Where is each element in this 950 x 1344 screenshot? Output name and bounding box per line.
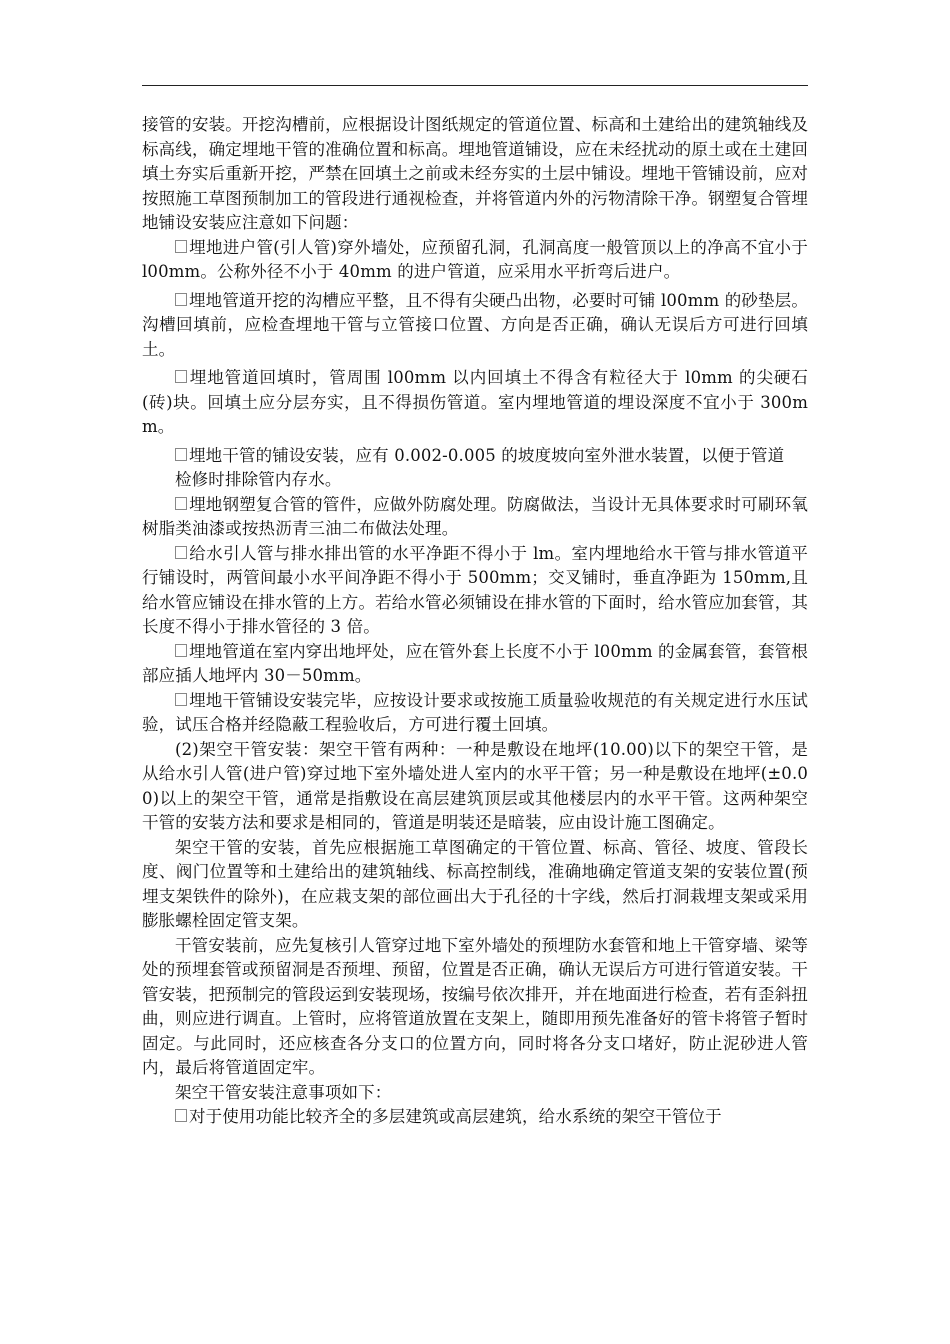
document-body: [142, 113, 808, 1130]
paragraph-overhead-mains: (2)架空干管安装：架空干管有两种：一种是敷设在地坪(10.00)以下的架空干管，是从给水引人管(进户管)穿过地下室外墙处进人室内的水平干管；另一种是敷设在地坪(±0.00)以上的架空干管，通常是指敷设在高层建筑顶层或其他楼层内的水平干管。这两种架空干管的安装方法和要求是相同的，管道是明装还是暗装，应由设计施工图确定。: [142, 739, 808, 832]
checkbox-bullet-icon: [175, 693, 187, 706]
bullet-item-1: 埋地进户管(引人管)穿外墙处，应预留孔洞，孔洞高度一般管顶以上的净高不宜小于 l00mm。公称外径不小于 40mm 的进户管道，应采用水平折弯后进户。: [142, 237, 808, 281]
checkbox-bullet-icon: [175, 1109, 187, 1122]
bullet-item-3: 埋地管道回填时，管周围 l00mm 以内回填土不得含有粒径大于 l0mm 的尖硬石(砖)块。回填土应分层夯实，且不得损伤管道。室内埋地管道的埋设深度不宜小于 300mm。: [142, 368, 808, 436]
bullet-item-5: 埋地钢塑复合管的管件，应做外防腐处理。防腐做法，当设计无具体要求时可刷环氧树脂类油漆或按热沥青三油二布做法处理。: [142, 494, 808, 538]
continuation-line: 检修时排除管内存水。: [175, 470, 342, 489]
paragraph-1: 接管的安装。开挖沟槽前，应根据设计图纸规定的管道位置、标高和土建给出的建筑轴线及标高线，确定埋地干管的准确位置和标高。埋地管道铺设，应在未经扰动的原土或在土建回填土夯实后重新开挖，严禁在回填土之前或未经夯实的土层中铺设。埋地干管铺设前，应对按照施工草图预制加工的管段进行通视检查，并将管道内外的污物清除干净。钢塑复合管埋地铺设安装应注意如下问题：: [142, 115, 808, 232]
checkbox-bullet-icon: [175, 448, 187, 461]
checkbox-bullet-icon: [175, 497, 187, 510]
bullet-item-9: 对于使用功能比较齐全的多层建筑或高层建筑，给水系统的架空干管位于: [142, 1105, 808, 1130]
bullet-item-4: 埋地干管的铺设安装，应有 0.002-0.005 的坡度坡向室外泄水装置，以便于管道: [142, 444, 808, 469]
checkbox-bullet-icon: [175, 240, 187, 253]
paragraph-before-install: 干管安装前，应先复核引人管穿过地下室外墙处的预埋防水套管和地上干管穿墙、梁等处的预埋套管或预留洞是否预埋、预留，位置是否正确，确认无误后方可进行管道安装。干管安装，把预制完的管段运到安装现场，按编号依次排开，并在地面进行检查，若有歪斜扭曲，则应进行调直。上管时，应将管道放置在支架上，随即用预先准备好的管卡将管子暂时固定。与此同时，还应核查各分支口的位置方向，同时将各分支口堵好，防止泥砂进人管内，最后将管道固定牢。: [142, 935, 808, 1077]
paragraph-notes-heading: 架空干管安装注意事项如下：: [175, 1082, 392, 1102]
paragraph-overhead-install: 架空干管的安装，首先应根据施工草图确定的干管位置、标高、管径、坡度、管段长度、阀门位置等和土建给出的建筑轴线、标高控制线，准确地确定管道支架的安装位置(预埋支架铁件的除外)，在应栽支架的部位画出大于孔径的十字线，然后打洞栽埋支架或采用膨胀螺栓固定管支架。: [142, 837, 808, 930]
checkbox-bullet-icon: [175, 644, 187, 657]
bullet-item-8: 埋地干管铺设安装完毕，应按设计要求或按施工质量验收规范的有关规定进行水压试验，试压合格并经隐蔽工程验收后，方可进行覆土回填。: [142, 690, 808, 734]
checkbox-bullet-icon: [175, 293, 187, 306]
checkbox-bullet-icon: [175, 546, 187, 559]
bullet-item-7: 埋地管道在室内穿出地坪处，应在管外套上长度不小于 l00mm 的金属套管，套管根部应插人地坪内 30－50mm。: [142, 641, 808, 685]
bullet-item-6: 给水引人管与排水排出管的水平净距不得小于 lm。室内埋地给水干管与排水管道平行铺设时，两管间最小水平间净距不得小于 500mm；交叉铺时，垂直净距为 150mm,且给水管应铺设在排水管的上方。若给水管必须铺设在排水管的下面时，给水管应加套管，其长度不得小于排水管径的 3 倍。: [142, 543, 808, 636]
bullet-item-2: 埋地管道开挖的沟槽应平整，且不得有尖硬凸出物，必要时可铺 l00mm 的砂垫层。沟槽回填前，应检查埋地干管与立管接口位置、方向是否正确，确认无误后方可进行回填土。: [142, 290, 808, 359]
header-rule: [142, 85, 808, 86]
checkbox-bullet-icon: [175, 370, 187, 383]
